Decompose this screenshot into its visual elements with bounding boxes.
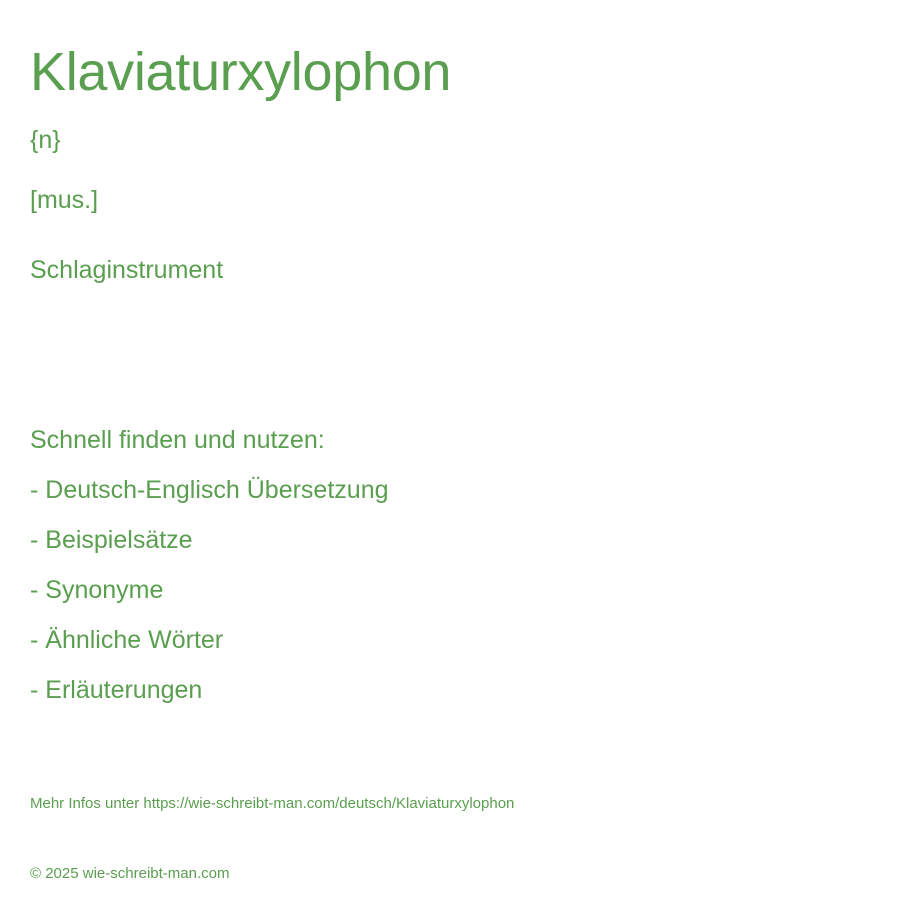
domain-tag: [mus.] [30, 186, 99, 214]
promo-item-synonyms: - Synonyme [30, 576, 164, 604]
copyright-text: © 2025 wie-schreibt-man.com [30, 865, 230, 882]
promo-item-similar-words: - Ähnliche Wörter [30, 626, 224, 654]
more-info-text: Mehr Infos unter https://wie-schreibt-man.com/deutsch/Klaviaturxylophon [30, 795, 515, 812]
promo-item-example-sentences: - Beispielsätze [30, 526, 193, 554]
promo-item-translation: - Deutsch-Englisch Übersetzung [30, 476, 389, 504]
promo-heading: Schnell finden und nutzen: [30, 426, 325, 454]
definition-text: Schlaginstrument [30, 256, 224, 284]
promo-item-explanations: - Erläuterungen [30, 676, 203, 704]
page-title: Klaviaturxylophon [30, 42, 452, 102]
gender-tag: {n} [30, 126, 61, 154]
promo-feature-list [30, 475, 389, 725]
